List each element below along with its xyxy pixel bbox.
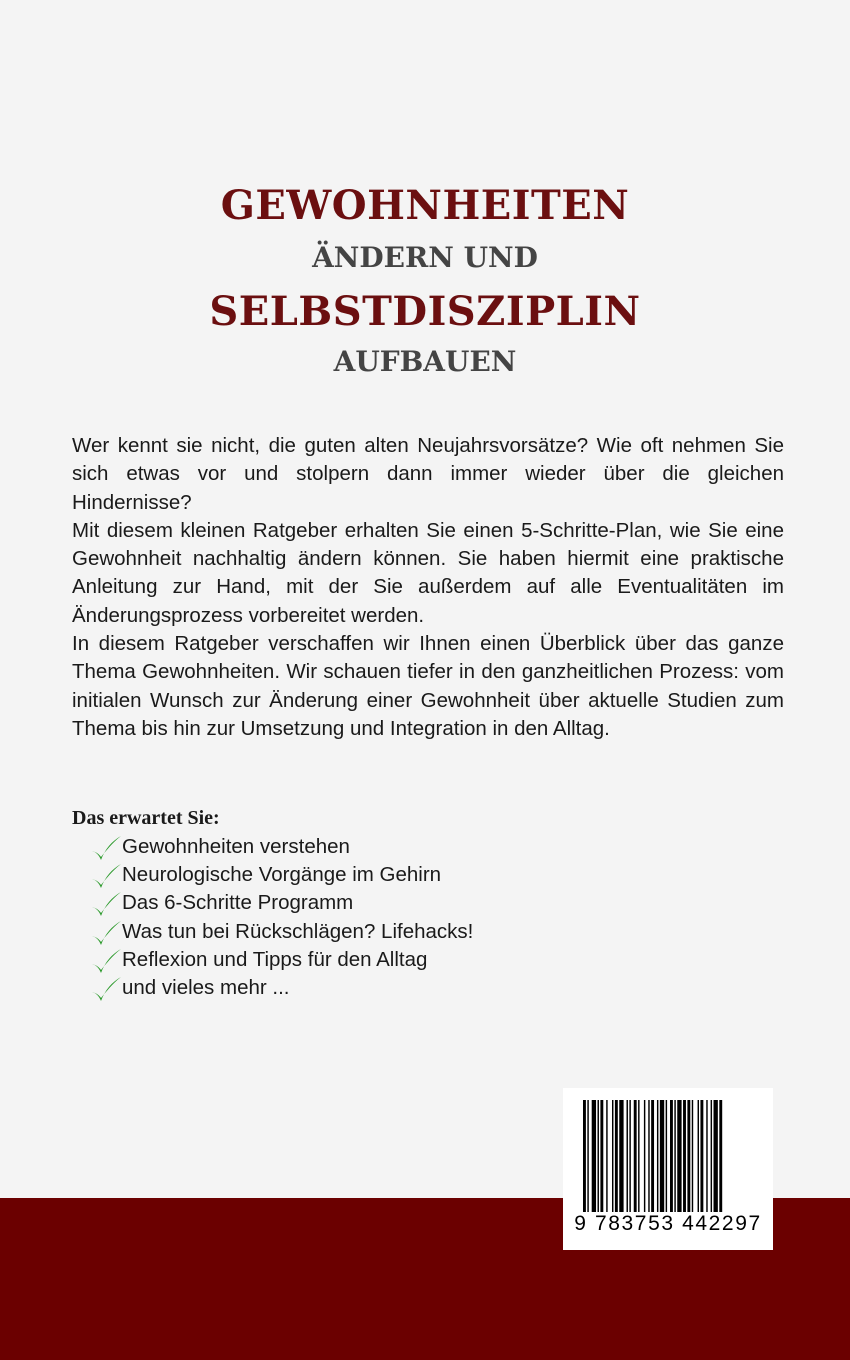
barcode-bar xyxy=(644,1100,645,1212)
barcode-bar xyxy=(629,1100,630,1212)
barcode-bar xyxy=(606,1100,607,1212)
barcode-bar xyxy=(638,1100,639,1212)
checkmark-icon xyxy=(90,948,122,976)
barcode-bar xyxy=(651,1100,654,1212)
checkmark-icon xyxy=(90,976,122,1004)
description-paragraph: Wer kennt sie nicht, die guten alten Neujahrsvorsätze? Wie oft nehmen Sie sich etwas vor und stolpern dann immer wieder über die gleichen Hindernisse? xyxy=(72,434,784,514)
barcode-bar xyxy=(612,1100,613,1212)
title-line-1: GEWOHNHEITEN xyxy=(220,182,630,229)
list-item xyxy=(72,974,672,1002)
list-item-label: Neurologische Vorgänge im Gehirn xyxy=(122,863,442,887)
barcode-bar xyxy=(600,1100,603,1212)
barcode-bar xyxy=(657,1100,658,1212)
list-item-label: Reflexion und Tipps für den Alltag xyxy=(122,947,428,971)
barcode-bar xyxy=(619,1100,623,1212)
list-item xyxy=(72,946,672,974)
expectations-heading: Das erwartet Sie: xyxy=(72,807,220,829)
barcode-bar xyxy=(700,1100,703,1212)
title-line-3: SELBSTDISZIPLIN xyxy=(209,288,641,335)
barcode-bar xyxy=(674,1100,675,1212)
list-item xyxy=(72,889,672,917)
expectations-list xyxy=(72,833,672,1002)
barcode xyxy=(563,1088,773,1250)
barcode-bar xyxy=(677,1100,681,1212)
barcode-bars xyxy=(583,1100,753,1220)
barcode-bar xyxy=(714,1100,718,1212)
barcode-bar xyxy=(648,1100,649,1212)
checkmark-icon xyxy=(90,891,122,919)
checkmark-icon xyxy=(90,835,122,863)
checkmark-icon xyxy=(90,920,122,948)
barcode-bar xyxy=(587,1100,588,1212)
description-text xyxy=(72,432,784,743)
barcode-bar xyxy=(615,1100,618,1212)
barcode-bar xyxy=(706,1100,707,1212)
title-line-4: AUFBAUEN xyxy=(333,345,517,378)
barcode-bar xyxy=(634,1100,637,1212)
barcode-bar xyxy=(698,1100,699,1212)
barcode-bar xyxy=(583,1100,586,1212)
barcode-bar xyxy=(683,1100,686,1212)
barcode-bar xyxy=(598,1100,599,1212)
list-item xyxy=(72,861,672,889)
title-line-2: ÄNDERN UND xyxy=(312,241,538,274)
checkmark-icon xyxy=(90,863,122,891)
barcode-bar xyxy=(719,1100,722,1212)
barcode-bar xyxy=(711,1100,712,1212)
barcode-number: 9 783753 442297 xyxy=(574,1212,762,1235)
list-item-label: Was tun bei Rückschlägen? Lifehacks! xyxy=(122,919,474,943)
barcode-bar xyxy=(692,1100,693,1212)
barcode-bar xyxy=(666,1100,667,1212)
barcode-bar xyxy=(592,1100,596,1212)
list-item-label: und vieles mehr ... xyxy=(122,975,290,999)
barcode-bar xyxy=(660,1100,664,1212)
list-item xyxy=(72,918,672,946)
barcode-bar xyxy=(670,1100,673,1212)
list-item-label: Das 6-Schritte Programm xyxy=(122,891,354,915)
description-paragraph: In diesem Ratgeber verschaffen wir Ihnen einen Überblick über das ganze Thema Gewohnheiten. Wir schauen tiefer in den ganzheitlichen Prozess: vom initialen Wunsch zur Änderung einer Gewohnheit über aktuelle Studien zum Thema bis hin zur Umsetzung und Integration in den Alltag. xyxy=(72,632,784,740)
expectations-section xyxy=(72,803,672,1002)
barcode-bar xyxy=(627,1100,628,1212)
barcode-bar xyxy=(687,1100,690,1212)
description-paragraph: Mit diesem kleinen Ratgeber erhalten Sie einen 5-Schritte-Plan, wie Sie eine Gewohnheit nachhaltig ändern können. Sie haben hiermit eine praktische Anleitung zur Hand, mit der Sie außerdem auf alle Eventualitäten im Änderungsprozess vorbereitet werden. xyxy=(72,518,784,627)
list-item-label: Gewohnheiten verstehen xyxy=(122,835,350,858)
list-item xyxy=(72,833,672,861)
